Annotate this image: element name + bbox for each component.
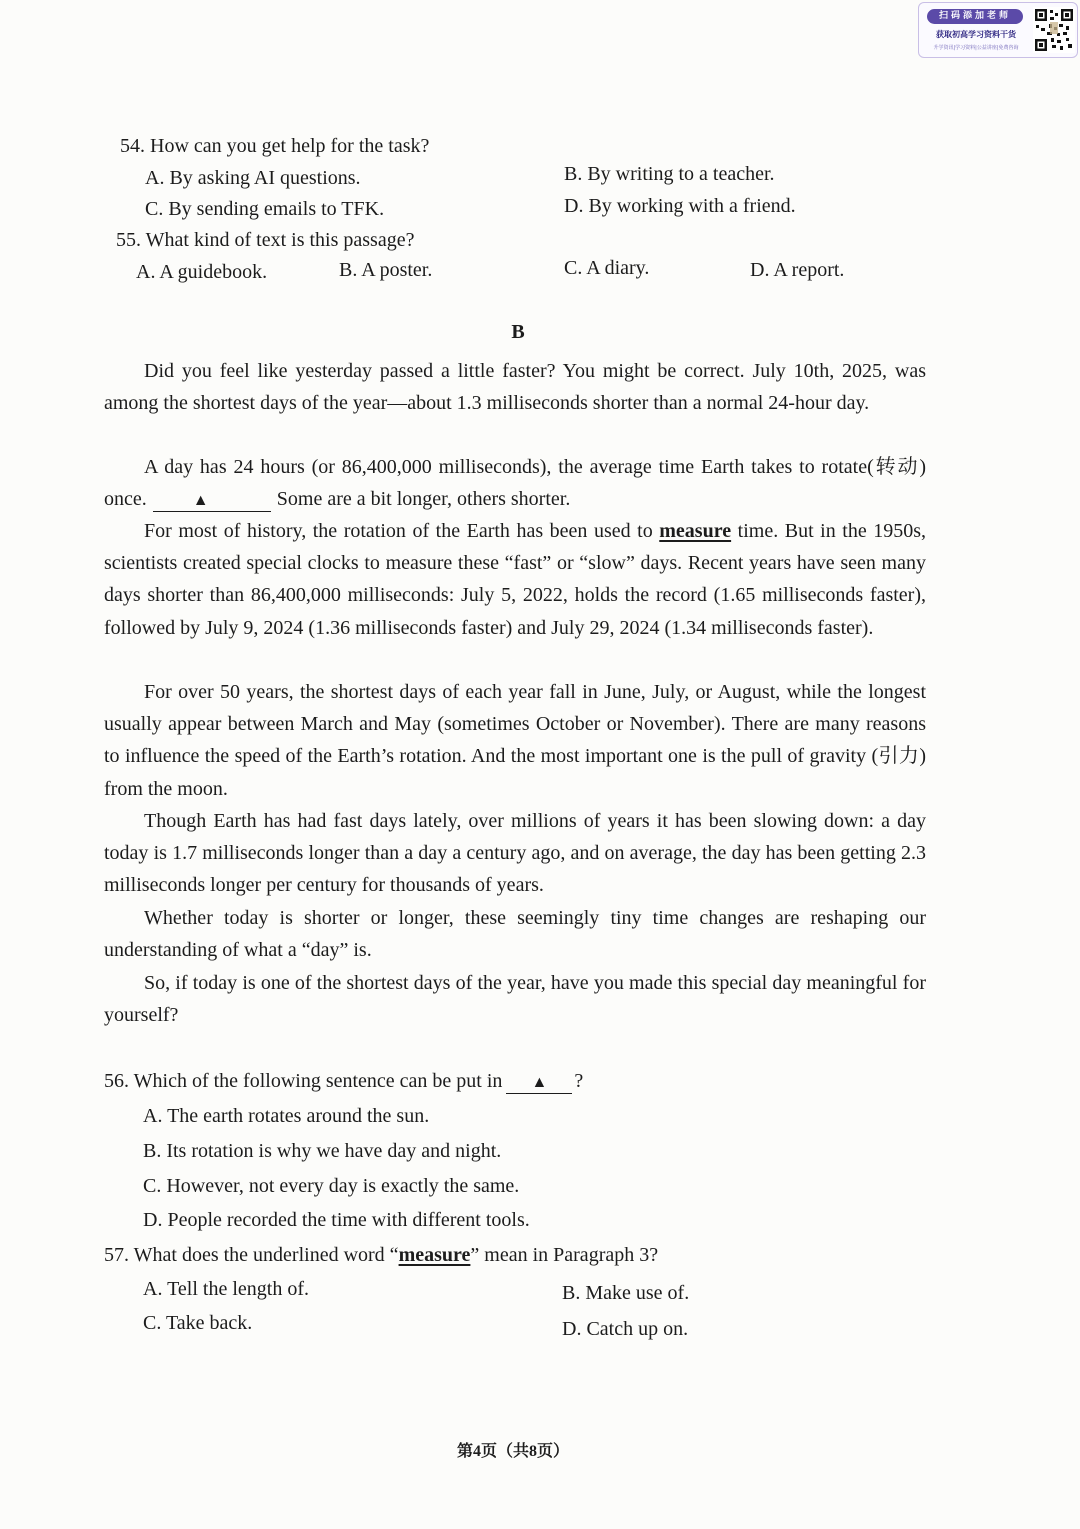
q54-option-c[interactable]: C. By sending emails to TFK. — [145, 198, 385, 220]
paragraph-3 — [104, 515, 926, 644]
question-57-end: ” mean in Paragraph 3? — [470, 1244, 659, 1266]
question-57 — [104, 1243, 658, 1267]
paragraph-2-text-end: Some are a bit longer, others shorter. — [276, 488, 571, 511]
question-55: 55. What kind of text is this passage? — [116, 229, 415, 251]
paragraph-4: For over 50 years, the shortest days of each year fall in June, July, or August, while the longest usually appear between March and May (sometimes October or November). There are many reasons to influence the speed of the Earth’s rotation. And the most important one is the pull of gravity (引力) from the moon. — [104, 681, 926, 800]
triangle-marker-icon: ▲ — [531, 1074, 548, 1091]
paragraph-2-text: A day has 24 hours (or 86,400,000 milliseconds), the average time Earth takes to rotate(转动) once. — [104, 456, 926, 511]
q55-option-a[interactable]: A. A guidebook. — [136, 261, 268, 283]
paragraph-5: Though Earth has had fast days lately, over millions of years it has been slowing down: a day today is 1.7 milliseconds longer than a day a century ago, and on average, the day has been getting 2.3 milliseconds longer per century for thousands of years. — [104, 810, 926, 897]
q54-option-d[interactable]: D. By working with a friend. — [564, 195, 796, 217]
promo-subtitle: 获取初高学习资料干货 — [936, 30, 1016, 39]
promo-banner[interactable] — [918, 2, 1078, 58]
q57-option-b[interactable]: B. Make use of. — [562, 1282, 690, 1304]
q55-option-c[interactable]: C. A diary. — [564, 257, 650, 279]
section-title: B — [511, 321, 525, 343]
q57-option-a[interactable]: A. Tell the length of. — [143, 1278, 309, 1300]
question-57-text: 57. What does the underlined word “ — [104, 1244, 399, 1266]
question-56-text: 56. Which of the following sentence can be put in — [104, 1070, 503, 1092]
q56-option-c[interactable]: C. However, not every day is exactly the same. — [143, 1175, 520, 1197]
paragraph-2 — [104, 451, 926, 515]
q54-option-b[interactable]: B. By writing to a teacher. — [564, 163, 775, 185]
q56-option-b[interactable]: B. Its rotation is why we have day and night. — [143, 1140, 502, 1162]
question-57-word: measure — [398, 1244, 471, 1266]
page-number: 第4页（共8页） — [456, 1443, 569, 1460]
q56-option-a[interactable]: A. The earth rotates around the sun. — [143, 1105, 430, 1127]
q56-option-d[interactable]: D. People recorded the time with different tools. — [143, 1209, 530, 1231]
paragraph-6: Whether today is shorter or longer, these seemingly tiny time changes are reshaping our understanding of what a “day” is. — [104, 907, 926, 962]
qr-code-icon[interactable] — [1033, 7, 1075, 53]
paragraph-1: Did you feel like yesterday passed a little faster? You might be correct. July 10th, 2025, was among the shortest days of the year—about 1.3 milliseconds shorter than a normal 24-hour day. — [104, 360, 926, 415]
question-56 — [104, 1069, 583, 1094]
question-54: 54. How can you get help for the task? — [120, 135, 430, 157]
paragraph-7: So, if today is one of the shortest days of the year, have you made this special day meaningful for yourself? — [104, 972, 926, 1027]
promo-title: 扫码添加老师 — [927, 9, 1023, 24]
promo-tags: 升学资讯|学习资料|公益讲座|免费咨询 — [933, 45, 1019, 51]
q54-option-a[interactable]: A. By asking AI questions. — [145, 167, 361, 189]
question-56-blank — [506, 1071, 572, 1094]
q55-option-d[interactable]: D. A report. — [750, 259, 845, 281]
q57-option-d[interactable]: D. Catch up on. — [562, 1318, 689, 1340]
underlined-word: measure — [659, 520, 732, 542]
paragraph-3-text: For most of history, the rotation of the Earth has been used to — [144, 520, 653, 542]
triangle-marker-icon: ▲ — [192, 492, 209, 510]
answer-blank — [153, 489, 271, 512]
q57-option-c[interactable]: C. Take back. — [143, 1312, 253, 1334]
question-56-end: ? — [574, 1070, 584, 1092]
paragraph-3-text-end: time. But in the 1950s, scientists created special clocks to measure these “fast” or “slow” days. Recent years have seen many days shorter than 86,400,000 milliseconds: July 5, 2022, holds the record (1.65 milliseconds faster), followed by July 9, 2024 (1.36 milliseconds faster) and July 29, 2024 (1.34 milliseconds faster). — [104, 520, 927, 639]
q55-option-b[interactable]: B. A poster. — [339, 259, 433, 281]
